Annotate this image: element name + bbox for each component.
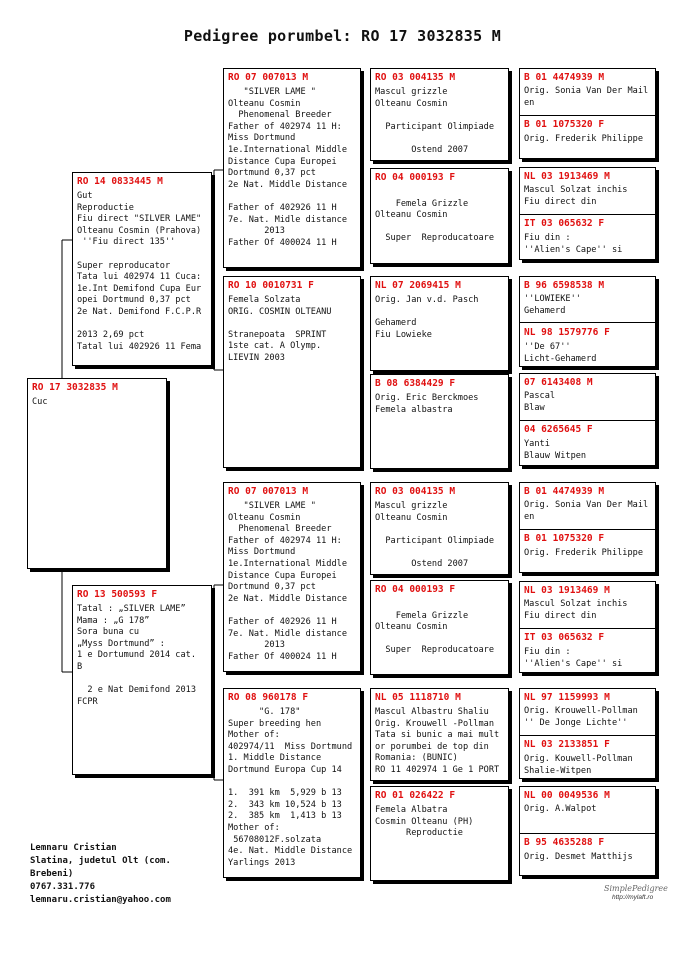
gg-grandparent-pair-card-1[interactable] <box>519 68 656 159</box>
grandparent-card-4[interactable] <box>223 688 361 878</box>
great-grandparent-ring-number: RO 03 004135 M <box>375 72 456 83</box>
great-grandparent-notes: Mascul grizzle Olteanu Cosmin Participant Olimpiade Ostend 2007 <box>375 501 495 569</box>
grandparent-notes: "SILVER LAME " Olteanu Cosmin Phenomenal Breeder Father of 402974 11 H: Miss Dortmund 1e.International Middle Distance Cupa Europei Dortmund 0,37 pct 2e Nat. Middle Distance Father of 402926 11 H 7e. Nat. Midle distance 2013 Father Of 400024 11 H <box>228 87 347 248</box>
great-grandparent-card-6[interactable] <box>370 580 509 675</box>
gg-grandparent-pair-card-7[interactable] <box>519 688 656 779</box>
gg-grandparent-sire-ring: NL 00 0049536 M <box>524 790 610 801</box>
great-grandparent-ring-number: B 08 6384429 F <box>375 378 456 389</box>
gg-grandparent-sire-notes: Orig. Krouwell-Pollman '' De Jonge Lichte'' <box>524 706 638 728</box>
gg-grandparent-dam-notes: ''De 67'' Licht-Gehamerd <box>524 342 597 364</box>
great-grandparent-card-2[interactable] <box>370 168 509 264</box>
grandparent-notes: "G. 178" Super breeding hen Mother of: 402974/11 Miss Dortmund 1. Middle Distance Dortmund Europa Cup 14 1. 391 km 5,929 b 13 2. 343 km 10,524 b 13 2. 385 km 1,413 b 13 Mother of: 56708012F.solzata 4e. Nat. Middle Distance Yarlings 2013 <box>228 707 353 868</box>
gg-grandparent-dam-notes: Orig. Desmet Matthijs <box>524 852 633 862</box>
page-title: Pedigree porumbel: RO 17 3032835 M <box>183 27 502 45</box>
great-grandparent-card-1[interactable] <box>370 68 509 161</box>
grandparent-ring-number: RO 10 0010731 F <box>228 280 314 291</box>
gg-grandparent-pair-card-8[interactable] <box>519 786 656 876</box>
gg-grandparent-pair-card-5[interactable] <box>519 482 656 573</box>
great-grandparent-notes: Orig. Jan v.d. Pasch Gehamerd Fiu Lowieke <box>375 295 479 340</box>
great-grandparent-card-7[interactable] <box>370 688 509 781</box>
great-grandparent-card-8[interactable] <box>370 786 509 881</box>
dam-ring-number: RO 13 500593 F <box>77 589 158 600</box>
footer-url[interactable]: http://mylaft.ro <box>612 894 654 901</box>
gg-grandparent-sire-notes: Mascul Solzat inchis Fiu direct din <box>524 185 628 207</box>
gg-grandparent-dam-notes: Yanti Blauw Witpen <box>524 439 587 461</box>
grandparent-notes: "SILVER LAME " Olteanu Cosmin Phenomenal Breeder Father of 402974 11 H: Miss Dortmund 1e.International Middle Distance Cupa Europei Dortmund 0,37 pct 2e Nat. Middle Distance Father of 402926 11 H 7e. Nat. Midle distance 2013 Father Of 400024 11 H <box>228 501 347 662</box>
gg-grandparent-sire-ring: B 01 4474939 M <box>524 486 605 497</box>
great-grandparent-ring-number: NL 05 1118710 M <box>375 692 461 703</box>
gg-grandparent-pair-card-3[interactable] <box>519 276 656 367</box>
subject-notes: Cuc <box>32 397 48 407</box>
great-grandparent-card-5[interactable] <box>370 482 509 575</box>
signature-logo: SimplePedigree <box>604 884 668 893</box>
grandparent-card-2[interactable] <box>223 276 361 468</box>
great-grandparent-notes: Femela Grizzle Olteanu Cosmin Super Reproducatoare <box>375 198 495 244</box>
gg-grandparent-dam-notes: Orig. Frederik Philippe <box>524 548 643 558</box>
great-grandparent-ring-number: NL 07 2069415 M <box>375 280 461 291</box>
grandparent-ring-number: RO 07 007013 M <box>228 486 309 497</box>
subject-ring-number: RO 17 3032835 M <box>32 382 118 393</box>
grandparent-ring-number: RO 07 007013 M <box>228 72 309 83</box>
great-grandparent-notes: Femela Albatra Cosmin Olteanu (PH) Reproductie <box>375 805 474 839</box>
grandparent-card-3[interactable] <box>223 482 361 672</box>
gg-grandparent-dam-notes: Orig. Frederik Philippe <box>524 134 643 144</box>
gg-grandparent-dam-ring: NL 98 1579776 F <box>524 327 610 338</box>
sire-card[interactable] <box>72 172 212 366</box>
gg-grandparent-sire-notes: Mascul Solzat inchis Fiu direct din <box>524 599 628 621</box>
gg-grandparent-dam-notes: Orig. Kouwell-Pollman Shalie-Witpen <box>524 754 633 776</box>
gg-grandparent-sire-ring: B 96 6598538 M <box>524 280 605 291</box>
gg-grandparent-dam-ring: IT 03 065632 F <box>524 632 605 643</box>
great-grandparent-notes: Mascul Albastru Shaliu Orig. Krouwell -Pollman Tata si bunic a mai mult or porumbei de top din Romania: (BUNIC) RO 11 402974 1 Ge 1 PORT <box>375 707 500 775</box>
gg-grandparent-sire-ring: NL 97 1159993 M <box>524 692 610 703</box>
sire-ring-number: RO 14 0833445 M <box>77 176 163 187</box>
great-grandparent-ring-number: RO 01 026422 F <box>375 790 456 801</box>
gg-grandparent-sire-ring: B 01 4474939 M <box>524 72 605 83</box>
dam-card[interactable] <box>72 585 212 775</box>
gg-grandparent-dam-ring: 04 6265645 F <box>524 424 593 435</box>
gg-grandparent-pair-card-2[interactable] <box>519 167 656 260</box>
gg-grandparent-dam-ring: B 01 1075320 F <box>524 119 605 130</box>
gg-grandparent-dam-ring: B 95 4635288 F <box>524 837 605 848</box>
great-grandparent-ring-number: RO 04 000193 F <box>375 584 456 595</box>
great-grandparent-card-3[interactable] <box>370 276 509 371</box>
dam-notes: Tatal : „SILVER LAME” Mama : „G 178” Sora buna cu „Myss Dortmund” : 1 e Dortumund 2014 cat. B 2 e Nat Demifond 2013 FCPR <box>77 604 197 707</box>
great-grandparent-notes: Orig. Eric Berckmoes Femela albastra <box>375 393 479 415</box>
gg-grandparent-sire-notes: ''LOWIEKE'' Gehamerd <box>524 294 581 316</box>
great-grandparent-ring-number: RO 03 004135 M <box>375 486 456 497</box>
gg-grandparent-sire-ring: NL 03 1913469 M <box>524 585 610 596</box>
great-grandparent-card-4[interactable] <box>370 374 509 469</box>
gg-grandparent-sire-notes: Orig. Sonia Van Der Mail en <box>524 86 649 108</box>
grandparent-notes: Femela Solzata ORIG. COSMIN OLTEANU Stranepoata SPRINT 1ste cat. A Olymp. LIEVIN 2003 <box>228 295 332 363</box>
gg-grandparent-dam-notes: Fiu din : ''Alien's Cape'' si <box>524 647 623 669</box>
gg-grandparent-dam-notes: Fiu din : ''Alien's Cape'' si <box>524 233 623 255</box>
gg-grandparent-sire-notes: Orig. Sonia Van Der Mail en <box>524 500 649 522</box>
sire-notes: Gut Reproductie Fiu direct "SILVER LAME" Olteanu Cosmin (Prahova) ''Fiu direct 135'' Super reproducator Tata lui 402974 11 Cuca: 1e.Int Demifond Cupa Eur opei Dortmund 0,37 pct 2e Nat. Demifond F.C.P.R 2013 2,69 pct Tatal lui 402926 11 Fema <box>77 191 202 352</box>
gg-grandparent-sire-notes: Orig. A.Walpot <box>524 804 597 814</box>
grandparent-ring-number: RO 08 960178 F <box>228 692 309 703</box>
subject-card[interactable] <box>27 378 167 569</box>
gg-grandparent-dam-ring: IT 03 065632 F <box>524 218 605 229</box>
gg-grandparent-sire-ring: NL 03 1913469 M <box>524 171 610 182</box>
gg-grandparent-dam-ring: NL 03 2133851 F <box>524 739 610 750</box>
great-grandparent-ring-number: RO 04 000193 F <box>375 172 456 183</box>
gg-grandparent-pair-card-6[interactable] <box>519 581 656 673</box>
gg-grandparent-pair-card-4[interactable] <box>519 373 656 466</box>
breeder-contact: Lemnaru Cristian Slatina, judetul Olt (com. Brebeni) 0767.331.776 lemnaru.cristian@yahoo.com <box>30 843 171 905</box>
great-grandparent-notes: Mascul grizzle Olteanu Cosmin Participant Olimpiade Ostend 2007 <box>375 87 495 155</box>
grandparent-card-1[interactable] <box>223 68 361 268</box>
great-grandparent-notes: Femela Grizzle Olteanu Cosmin Super Reproducatoare <box>375 610 495 656</box>
gg-grandparent-sire-notes: Pascal Blaw <box>524 391 556 413</box>
gg-grandparent-sire-ring: 07 6143408 M <box>524 377 593 388</box>
gg-grandparent-dam-ring: B 01 1075320 F <box>524 533 605 544</box>
